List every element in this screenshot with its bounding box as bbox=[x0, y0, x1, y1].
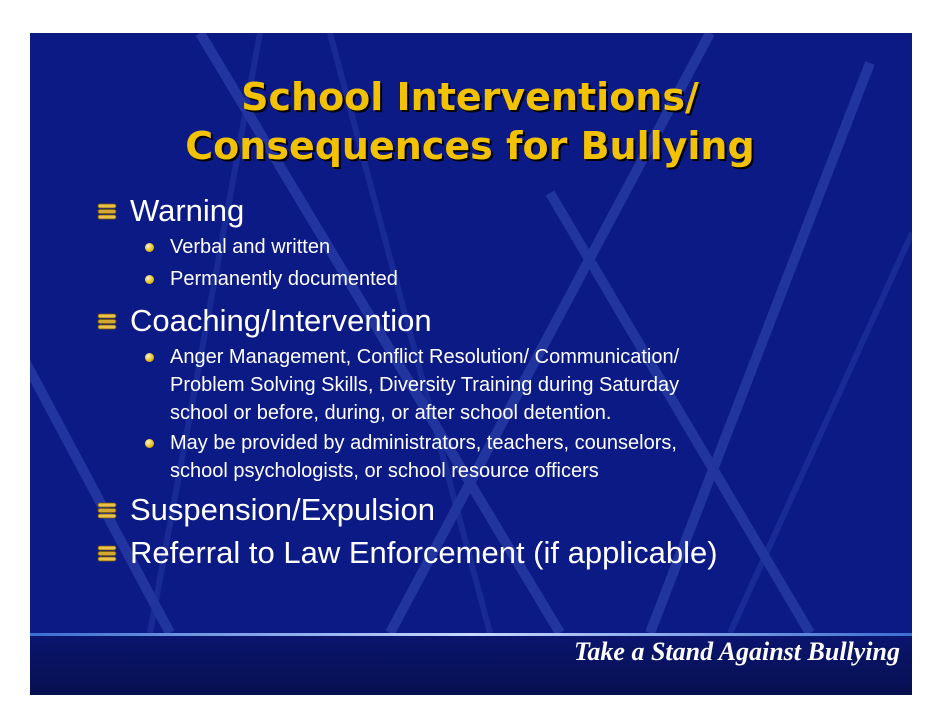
slide bbox=[30, 33, 912, 695]
gold-bullet-icon bbox=[97, 203, 117, 220]
subitem-provided-by: May be provided by administrators, teachers, counselors, school psychologists, or school resource officers bbox=[170, 429, 677, 485]
gold-bullet-icon bbox=[97, 545, 117, 562]
round-bullet-icon bbox=[145, 439, 154, 448]
bullet-item-suspension bbox=[130, 492, 435, 528]
subitem-permanently-documented: Permanently documented bbox=[170, 265, 398, 293]
bullet-item-coaching-label: Coaching/Intervention bbox=[130, 303, 432, 338]
footer-divider bbox=[30, 633, 912, 636]
footer-slogan: Take a Stand Against Bullying bbox=[573, 637, 900, 666]
slide-title bbox=[70, 73, 870, 171]
round-bullet-icon bbox=[145, 353, 154, 362]
gold-bullet-icon bbox=[97, 313, 117, 330]
bullet-item-warning bbox=[130, 193, 244, 229]
slide-title-line-2: Consequences for Bullying bbox=[185, 124, 755, 168]
bullet-item-warning-label: Warning bbox=[130, 193, 245, 228]
gold-bullet-icon bbox=[97, 502, 117, 519]
bullet-item-coaching bbox=[130, 303, 432, 339]
subitem-anger-management: Anger Management, Conflict Resolution/ Communication/ Problem Solving Skills, Diversity Training during Saturday school or before, during, or after school detention. bbox=[170, 343, 679, 427]
slide-title-line-1: School Interventions/ bbox=[241, 75, 699, 119]
bullet-item-suspension-label: Suspension/Expulsion bbox=[130, 492, 436, 527]
bullet-item-referral-label: Referral to Law Enforcement (if applicable) bbox=[130, 535, 718, 570]
subitem-verbal-written: Verbal and written bbox=[170, 233, 330, 261]
round-bullet-icon bbox=[145, 275, 154, 284]
bullet-item-referral bbox=[130, 535, 718, 571]
round-bullet-icon bbox=[145, 243, 154, 252]
